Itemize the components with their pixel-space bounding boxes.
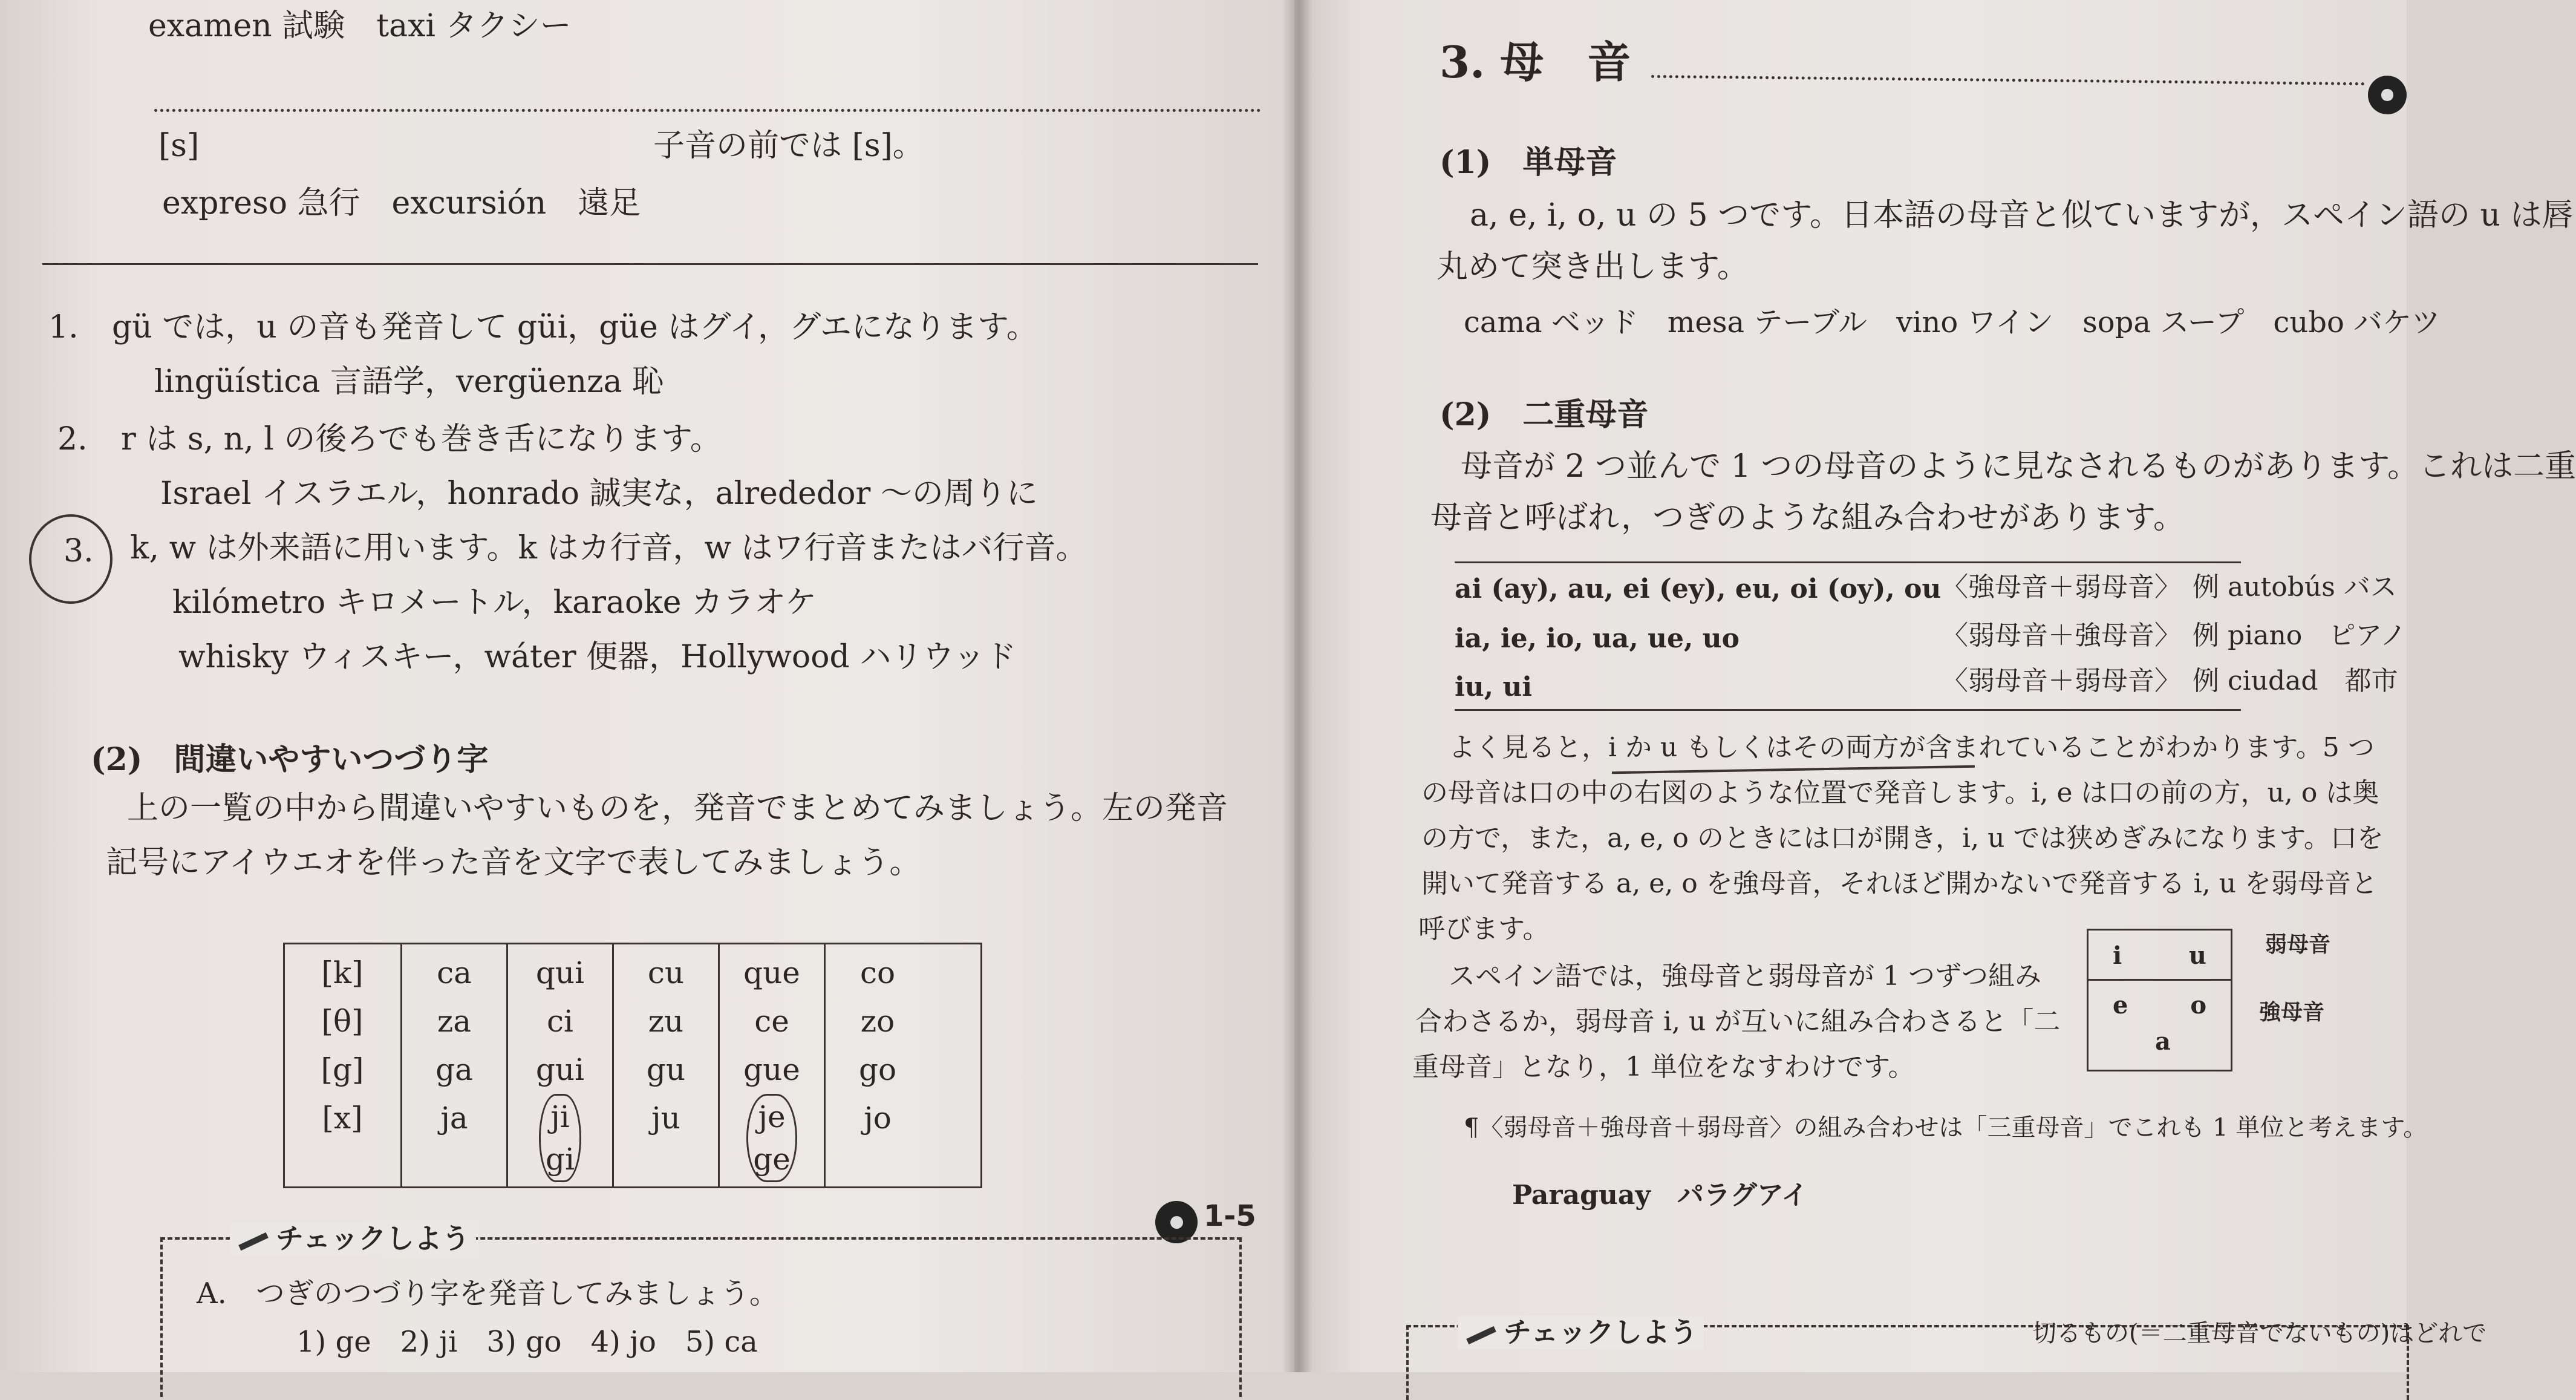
vowel-position-chart: [2087, 929, 2232, 1071]
handwritten-underline: [1612, 765, 1975, 774]
table-cell: ca za ga ja: [402, 944, 507, 1188]
para-line-2: の母音は口の中の右図のような位置で発音します。i, e は口の前の方，u, o は奥: [1421, 777, 2379, 808]
para2-line-1: スペイン語では，強母音と弱母音が 1 つずつ組み: [1449, 961, 2041, 992]
note-3-text: k, w は外来語に用います。k はカ行音，w はワ行音またはバ行音。: [130, 530, 1087, 566]
audio-cd-icon: [2368, 76, 2407, 114]
check-title: チェックしよう: [230, 1222, 476, 1255]
phoneme-s: [s]: [158, 128, 200, 164]
para-line-4: 開いて発音する a, e, o を強母音，それほど開かないで発音する i, u を弱母音と: [1421, 868, 2378, 899]
para2-line-3: 重母音」となり，1 単位をなすわけです。: [1412, 1052, 1915, 1082]
check-title: チェックしよう: [1458, 1316, 1704, 1349]
diphthong-example: 例 autobús バス: [2193, 572, 2397, 603]
note-2-example: Israel イスラエル，honrado 誠実な，alrededor 〜の周りに: [160, 476, 1038, 512]
chart-label-weak: 弱母音: [2265, 932, 2331, 957]
section-2-para-1: 上の一覧の中から間違いやすいものを，発音でまとめてみましょう。左の発音: [127, 790, 1228, 826]
section-rule: [42, 263, 1258, 265]
diphthong-letters: ai (ay), au, ei (ey), eu, oi (oy), ou: [1455, 574, 1942, 604]
check-item-a: A. つぎのつづり字を発音してみましょう。: [197, 1277, 778, 1310]
table-row: [284, 944, 930, 1188]
note-2-number: 2.: [57, 421, 88, 457]
pencil-icon: [1464, 1323, 1498, 1347]
phoneme-s-examples: expreso 急行 excursión 遠足: [162, 185, 641, 221]
parenthesized-pair: je ge: [746, 1094, 797, 1182]
section-2-para-2: 記号にアイウエオを伴った音を文字で表してみましょう。: [106, 845, 921, 881]
diphthong-letters: ia, ie, io, ua, ue, uo: [1455, 623, 1740, 654]
dotted-divider: [154, 109, 1261, 112]
sec2-line-2: 母音と呼ばれ，つぎのような組み合わせがあります。: [1430, 500, 2185, 536]
para2-line-2: 合わさるか，弱母音 i, u が互いに組み合わさると「二: [1415, 1006, 2061, 1037]
para-line-5: 呼びます。: [1418, 914, 1550, 944]
book-gutter: [1282, 0, 1312, 1372]
diphthong-top-rule: [1455, 561, 2241, 563]
chart-divider: [2089, 979, 2231, 981]
diphthong-bottom-rule: [1455, 709, 2241, 711]
note-1-example: lingüística 言語学，vergüenza 恥: [154, 364, 664, 400]
vowel-a: a: [2155, 1027, 2171, 1056]
table-cell: [k] [θ] [g] [x]: [321, 955, 364, 1136]
diphthong-example: 例 ciudad 都市: [2193, 666, 2398, 696]
note-3-example-2: whisky ウィスキー，wáter 便器，Hollywood ハリウッド: [178, 639, 1017, 675]
vowel-i: i: [2113, 941, 2122, 970]
note-3-example-1: kilómetro キロメートル，karaoke カラオケ: [172, 584, 817, 621]
check-text: 切るもの(＝二重母音でないもの)はどれで: [2032, 1320, 2487, 1347]
table-cell: que ce gue je ge: [719, 944, 825, 1188]
check-box-frame: [160, 1237, 1242, 1397]
sec1-examples: cama ベッド mesa テーブル vino ワイン sopa スープ cubo バケツ: [1464, 306, 2441, 339]
sec1-heading: (1) 単母音: [1440, 144, 1617, 181]
footnote: ¶〈弱母音＋強母音＋弱母音〉の組み合わせは「三重母音」でこれも 1 単位と考えます。: [1464, 1114, 2428, 1142]
para-line-3: の方で，また，a, e, o のときには口が開き，i, u では狭めぎみになります。口を: [1421, 823, 2384, 854]
check-items: 1) ge 2) ji 3) go 4) jo 5) ca: [296, 1325, 758, 1359]
diphthong-type: 〈弱母音＋強母音〉: [1942, 620, 2181, 651]
sec2-heading: (2) 二重母音: [1440, 396, 1649, 433]
right-page: [1294, 0, 2576, 1372]
diphthong-type: 〈強母音＋弱母音〉: [1942, 572, 2181, 603]
phoneme-s-description: 子音の前では [s]。: [653, 128, 924, 164]
sec1-line-1: a, e, i, o, u の 5 つです。日本語の母音と似ていますが，スペイン語の u は唇: [1470, 197, 2574, 234]
left-page: [0, 0, 1294, 1372]
vowel-e: e: [2113, 991, 2128, 1019]
vowel-o: o: [2190, 991, 2206, 1019]
para-line-1: よく見ると，i か u もしくはその両方が含まれていることがわかります。5 つ: [1449, 732, 2375, 763]
example-paraguay: Paraguay パラグアイ: [1512, 1180, 1808, 1211]
sec2-line-1: 母音が 2 つ並んで 1 つの母音のように見なされるものがあります。これは二重: [1461, 448, 2576, 485]
diphthong-letters: iu, ui: [1455, 672, 1533, 702]
note-2-text: r は s, n, l の後ろでも巻き舌になります。: [121, 421, 722, 457]
diphthong-type: 〈弱母音＋弱母音〉: [1942, 666, 2181, 696]
table-cell: cu zu gu ju: [613, 944, 719, 1188]
spelling-table: [284, 944, 930, 1188]
title-dotted-rule: [1651, 75, 2365, 85]
vowel-u: u: [2188, 941, 2206, 970]
sec1-line-2: 丸めて突き出します。: [1436, 249, 1749, 285]
chart-label-strong: 強母音: [2259, 999, 2325, 1025]
pencil-icon: [236, 1229, 270, 1253]
audio-track-number: 1-5: [1204, 1199, 1256, 1233]
parenthesized-pair: ji gi: [539, 1094, 581, 1182]
table-cell: qui ci gui ji gi: [507, 944, 613, 1188]
section-2-heading: (2) 間違いやすいつづり字: [91, 741, 489, 778]
table-cell: co zo go jo: [825, 944, 930, 1188]
diphthong-example: 例 piano ピアノ: [2193, 620, 2407, 651]
note-1-number: 1.: [48, 309, 79, 345]
note-3-number: 3.: [64, 533, 94, 569]
note-1-text: gü では，u の音も発音して güi，güe はグイ，グエになります。: [112, 309, 1038, 345]
chapter-title: 3. 母 音: [1440, 36, 1631, 88]
examples-line-top: examen 試験 taxi タクシー: [148, 8, 572, 44]
